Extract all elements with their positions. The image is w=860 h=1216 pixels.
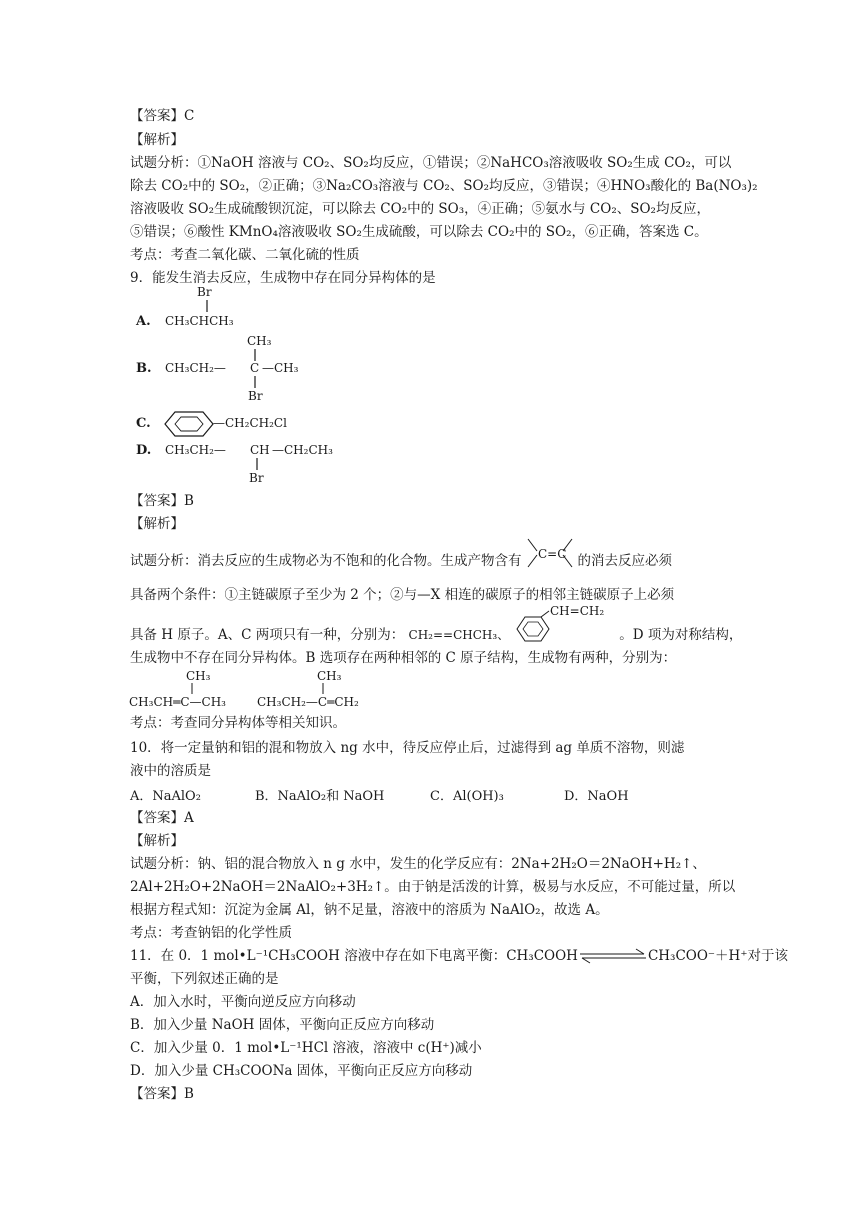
analysis-text bbox=[130, 547, 672, 571]
analysis-label: 【解析】 bbox=[130, 833, 184, 849]
analysis-text-part: 试题分析：消去反应的生成物必为不饱和的化合物。生成产物含有 bbox=[130, 553, 522, 569]
analysis-text: ⑤错误；⑥酸性 KMnO₄溶液吸收 SO₂生成硫酸，可以除去 CO₂中的 SO₂，⑥正确，答案选 C。 bbox=[130, 224, 708, 240]
analysis-text-part: 。D 项为对称结构， bbox=[619, 627, 743, 643]
kaodian-text: 考点：考查二氧化碳、二氧化硫的性质 bbox=[130, 247, 360, 263]
option-d-center: CH bbox=[250, 443, 270, 457]
option-b-top: CH₃ bbox=[247, 334, 272, 348]
question-stem-part: 11．在 0．1 mol•L⁻¹CH₃COOH 溶液中存在如下电离平衡：CH₃COOH bbox=[130, 948, 578, 964]
option-a: A．NaAlO₂ bbox=[130, 789, 201, 804]
svg-text:CH₃: CH₃ bbox=[317, 669, 342, 683]
product-2: CH₃CH₂—C═CH₂ bbox=[257, 695, 359, 709]
option-d: D．加入少量 CH₃COONa 固体，平衡向正反应方向移动 bbox=[130, 1063, 473, 1079]
option-a: A．加入水时，平衡向逆反应方向移动 bbox=[130, 994, 356, 1010]
option-c: C．Al(OH)₃ bbox=[430, 789, 504, 804]
svg-text:CH=CH₂: CH=CH₂ bbox=[550, 604, 605, 618]
question-stem-part: CH₃COO⁻＋H⁺对于该 bbox=[647, 948, 788, 964]
analysis-text: 溶液吸收 SO₂生成硫酸钡沉淀，可以除去 CO₂中的 SO₃，④正确；⑤氨水与 CO₂、SO₂均反应， bbox=[130, 201, 710, 217]
option-b-bottom: Br bbox=[248, 389, 263, 403]
alkene-structure-icon bbox=[522, 547, 578, 571]
analysis-label: 【解析】 bbox=[130, 132, 184, 148]
option-d-label: D. bbox=[136, 443, 152, 458]
option-b-right: —CH₃ bbox=[262, 361, 299, 375]
option-a-formula: CH₃CHCH₃ bbox=[165, 314, 234, 328]
product-1: CH₃CH═C—CH₃ bbox=[129, 695, 226, 709]
analysis-label: 【解析】 bbox=[130, 516, 184, 532]
option-b-center: C bbox=[250, 361, 260, 375]
question-stem bbox=[130, 946, 788, 966]
option-d-right: —CH₂CH₃ bbox=[272, 443, 333, 457]
analysis-text: 试题分析：①NaOH 溶液与 CO₂、SO₂均反应，①错误；②NaHCO₃溶液吸收 SO₂生成 CO₂，可以 bbox=[130, 155, 732, 171]
option-c-formula: —CH₂CH₂Cl bbox=[213, 416, 287, 430]
elimination-products bbox=[129, 668, 389, 712]
analysis-text: 除去 CO₂中的 SO₂，②正确；③Na₂CO₃溶液与 CO₂、SO₂均反应，③错误；④HNO₃酸化的 Ba(NO₃)₂ bbox=[130, 178, 758, 194]
benzene-ring-icon bbox=[165, 412, 213, 436]
analysis-text-part: 的消去反应必须 bbox=[577, 553, 672, 569]
option-a-label: A. bbox=[136, 314, 151, 329]
answer-label: 【答案】B bbox=[130, 1086, 194, 1102]
answer-label: 【答案】C bbox=[130, 108, 195, 124]
analysis-text: 试题分析：钠、铝的混合物放入 n g 水中，发生的化学反应有：2Na+2H₂O＝2NaOH+H₂↑、 bbox=[130, 856, 706, 872]
option-a-br: Br bbox=[197, 286, 212, 299]
kaodian-text: 考点：考查钠铝的化学性质 bbox=[130, 925, 292, 941]
styrene-structure-icon bbox=[509, 604, 619, 645]
option-b: B．NaAlO₂和 NaOH bbox=[255, 789, 385, 804]
analysis-text: 2Al+2H₂O+2NaOH＝2NaAlO₂+3H₂↑。由于钠是活泼的计算，极易与水反应，不可能过量，所以 bbox=[130, 879, 736, 895]
question-stem: 平衡，下列叙述正确的是 bbox=[130, 971, 279, 987]
svg-text:CH₃: CH₃ bbox=[186, 669, 211, 683]
answer-label: 【答案】B bbox=[130, 493, 194, 509]
propene-formula: CH₂==CHCH₃、 bbox=[408, 628, 510, 642]
svg-text:C=C: C=C bbox=[537, 547, 566, 561]
equilibrium-arrow-icon bbox=[578, 946, 648, 966]
question-stem: 9．能发生消去反应，生成物中存在同分异构体的是 bbox=[130, 270, 436, 286]
kaodian-text: 考点：考查同分异构体等相关知识。 bbox=[130, 715, 346, 731]
option-d-left: CH₃CH₂— bbox=[165, 443, 226, 457]
option-d: D．NaOH bbox=[564, 789, 629, 804]
analysis-text-part: 具备 H 原子。A、C 两项只有一种，分别为： bbox=[130, 627, 405, 643]
analysis-text: 生成物中不存在同分异构体。B 选项存在两种相邻的 C 原子结构，生成物有两种，分别为： bbox=[130, 650, 677, 666]
option-c: C．加入少量 0．1 mol•L⁻¹HCl 溶液，溶液中 c(H⁺)减小 bbox=[130, 1040, 482, 1056]
option-b-label: B. bbox=[136, 361, 152, 376]
option-structures bbox=[125, 286, 485, 486]
option-b-left: CH₃CH₂— bbox=[165, 361, 226, 375]
analysis-text bbox=[130, 604, 743, 645]
analysis-text: 根据方程式知：沉淀为金属 Al，钠不足量，溶液中的溶质为 NaAlO₂，故选 A。 bbox=[130, 902, 609, 918]
option-c-label: C. bbox=[136, 416, 151, 431]
question-stem: 10．将一定量钠和铝的混和物放入 ng 水中，待反应停止后，过滤得到 ag 单质不溶物，则滤 bbox=[130, 740, 685, 756]
option-b: B．加入少量 NaOH 固体，平衡向正反应方向移动 bbox=[130, 1017, 435, 1033]
question-stem: 液中的溶质是 bbox=[130, 763, 211, 779]
analysis-text: 具备两个条件：①主链碳原子至少为 2 个；②与—X 相连的碳原子的相邻主链碳原子上必须 bbox=[130, 587, 675, 603]
answer-label: 【答案】A bbox=[130, 810, 194, 826]
option-d-bottom: Br bbox=[249, 471, 264, 485]
